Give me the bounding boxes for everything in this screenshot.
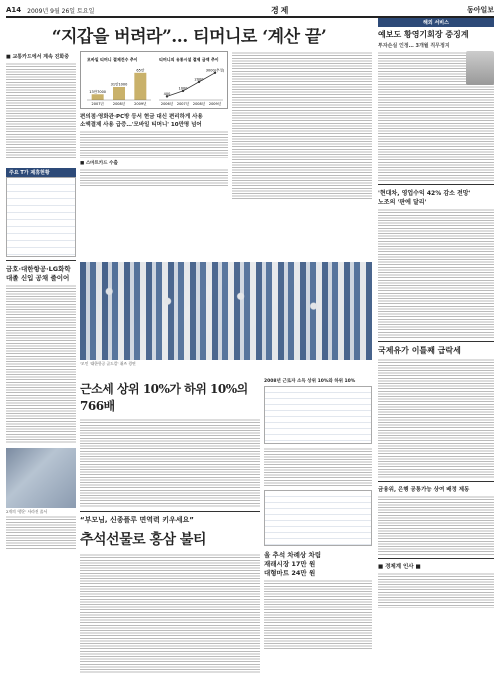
chart-bar: [134, 73, 146, 100]
newspaper-logo: 동아일보: [466, 6, 494, 14]
table-title: 주요 T가 제휴현황: [6, 168, 76, 177]
feature-photo: [80, 262, 372, 360]
photo-caption: 2개의 '행운' 사라진 줄서: [6, 509, 48, 514]
body-text: [378, 495, 494, 555]
income-headline: 근소세 상위 10%가 하위 10%의 766배: [80, 382, 248, 413]
charts-svg: [83, 54, 227, 108]
right-headline-2: '현대차, 영업수익 42% 감소 전망' 노조의 '판에 달리': [378, 190, 471, 206]
body-text: [378, 572, 494, 608]
chart-box: [80, 51, 228, 201]
page-header: [6, 4, 494, 18]
main-subhead: ■ 교통카드에서 계속 진화중: [6, 54, 70, 60]
income-table-block: [264, 376, 372, 649]
chart-tick-label: 2007년: [91, 102, 104, 106]
portrait-photo: [6, 448, 76, 508]
right-headline-1: 예보도 황영기회장 중징계: [378, 30, 469, 39]
right-column-title: 해외 서비스: [378, 18, 494, 27]
gift-headline: 추석선물로 홍삼 불티: [80, 532, 206, 548]
chart-line: [167, 73, 215, 97]
chart-title: 모바일 티머니 결제건수 추이: [87, 57, 138, 62]
chart-bar: [92, 94, 104, 100]
price-table: [264, 490, 372, 546]
chart-tick-label: 2006년: [160, 102, 174, 106]
right-column: [378, 18, 494, 608]
body-text: [264, 579, 372, 649]
body-text: [6, 62, 76, 158]
chart-tick-label: 2009년: [134, 102, 147, 106]
chart-data-label: 2000: [194, 77, 204, 82]
chart-tick-label: 2009년: [208, 102, 222, 106]
income-table-title: 2008년 근로자 소득 상위 10%와 하위 10%: [264, 379, 356, 384]
gift-quote: “부모님, 신종플루 면역력 키우세요”: [80, 516, 194, 524]
section-title: 경제: [270, 5, 291, 15]
body-text: [264, 447, 372, 487]
income-article: [80, 376, 260, 673]
main-headline: “지갑을 버려라”… 티머니로 ‘계산 끝’: [51, 27, 327, 47]
chart-data-label: 65만: [136, 68, 145, 73]
income-table: [264, 386, 372, 444]
chart-tick-label: 2008년: [192, 102, 206, 106]
body-text: [6, 284, 76, 444]
chart-data-label: 400: [163, 91, 171, 96]
issue-date: 2009년 9월 26일 토요일: [27, 7, 95, 15]
chart-data-label: 1000: [178, 86, 188, 91]
right-headline-4: 금융위, 은행 공통가능 상여 배정 제동: [378, 487, 470, 493]
body-text: [80, 418, 260, 508]
mid-subhead: 편의점·영화관·PC방 등서 현금 대신 편리하게 사용 소액결제 사용 급증…'모바일 티머니' 10만명 넘어: [80, 114, 203, 128]
chart-data-label: 3000(추정): [205, 68, 225, 73]
body-text: [232, 51, 372, 201]
small-headline-1: 금호·대한항공·LG화학 대졸 신입 공채 줄이어: [6, 265, 71, 282]
body-text: [80, 553, 260, 673]
chart-tick-label: 2007년: [176, 102, 190, 106]
right-headline-5: ■ 경제계 인사 ■: [378, 564, 421, 570]
chart-data-label: 13만7000: [89, 89, 107, 94]
feature-photo-caption: '모인 '대한항공 골드칼' 취즈 경연: [80, 361, 136, 366]
chart-tick-label: 2008년: [112, 102, 126, 106]
left-lower-column: [6, 168, 76, 549]
chart-data-label: 31만1000: [110, 82, 128, 87]
mid-subhead2: ■ 스마트카드 수출: [80, 161, 118, 166]
main-right-column: [232, 51, 372, 201]
chart-bar: [113, 87, 125, 100]
chart-title: 티머니의 유통시설 결제 금액 추이: [159, 57, 219, 62]
right-headline-3: 국제유가 이틀째 급락세: [378, 346, 461, 355]
body-text: [6, 515, 76, 549]
body-text: [378, 208, 494, 338]
feature-photo-block: [80, 262, 372, 367]
body-text: [80, 168, 228, 186]
partner-table: [6, 177, 76, 257]
portrait-photo: [466, 51, 494, 85]
small-headline-2: 올 추석 차례상 차림 재래시장 17만 원 대형마트 24만 원: [264, 551, 322, 577]
right-subhead-1: 투자손실 인정… 3개월 직무정지: [378, 43, 450, 49]
body-text: [80, 130, 228, 158]
body-text: [378, 358, 494, 478]
page-number: A14: [6, 6, 22, 14]
